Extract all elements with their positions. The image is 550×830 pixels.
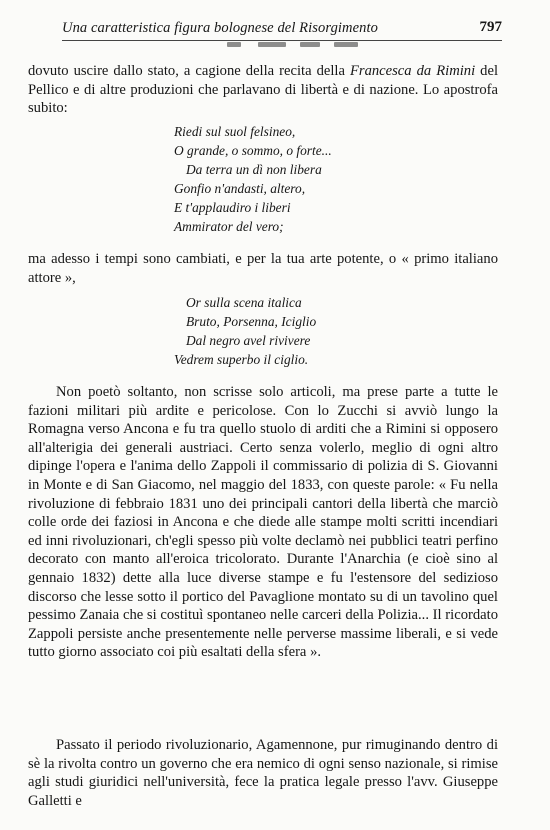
verse-line: Bruto, Porsenna, Iciglio — [186, 314, 317, 329]
play-title: Francesca da Rimini — [349, 63, 476, 79]
print-smudge — [300, 42, 320, 47]
running-title: Una caratteristica figura bolognese del Risorgimento — [62, 20, 378, 36]
verse-line: E t'applaudiro i liberi — [174, 200, 291, 215]
verse-line: Gonfio n'andasti, altero, — [174, 181, 306, 196]
running-header — [62, 18, 502, 41]
verse-line: Vedrem superbo il ciglio. — [174, 352, 309, 367]
paragraph-3 — [28, 383, 498, 662]
paragraph-2-text: ma adesso i tempi sono cambiati, e per la tua arte potente, o « primo italiano attore », — [28, 251, 498, 286]
paragraph-1-text-b: del Pellico e di altre produzioni che parlavano di libertà e di nazione. Lo apostrofa subito: — [28, 63, 498, 117]
page-number: 797 — [479, 19, 502, 35]
verse-line: Da terra un dì non libera — [186, 162, 322, 177]
verse-line: Dal negro avel rivivere — [186, 333, 311, 348]
verse-block-2 — [174, 293, 317, 369]
print-smudge — [334, 42, 358, 47]
verse-line: Ammirator del vero; — [174, 219, 284, 234]
verse-block-1 — [174, 122, 332, 236]
paragraph-4-text: Passato il periodo rivoluzionario, Agamennone, pur rimuginando dentro di sè la rivolta contro un governo che era nemico di ogni senso nazionale, si rimise agli studi giuridici nell'università, fece la pratica legale presso l'avv. Giuseppe Galletti e — [28, 737, 498, 809]
paragraph-4 — [28, 736, 498, 810]
verse-line: Or sulla scena italica — [186, 295, 302, 310]
print-smudge — [258, 42, 286, 47]
paragraph-3-text: Non poetò soltanto, non scrisse solo articoli, ma prese parte a tutte le fazioni militari più ardite e pericolose. Con lo Zucchi si avviò lungo la Romagna verso Ancona e fu tra quello stuolo di arditi che a Rimini si opposero all'alterigia dei generali austriaci. Certo senza volerlo, meglio di ogni altro dipinge l'opera e l'anima dello Zappoli il commissario di polizia di S. Giovanni in Monte e di San Giacomo, nel maggio del 1833, con queste parole: « Fu nella rivoluzione di febbraio 1831 uno dei principali cantori della libertà che marciò colle orde dei faziosi in Ancona e che diede alle stampe molti scritti incendiari ed inni rivoluzionari, ch'egli spesso più volte declamò nei pubblici teatri perfino decorato con manto all'eroica tricolorato. Durante l'Anarchia (e cioè sino al gennaio 1832) dette alla luce diverse stampe e fu l'estensore del sedizioso discorso che lesse sotto il portico del Pavaglione montato su di un tavolino quel pessimo Zanaia che si costituì spontaneo nelle carceri della Polizia... Il ricordato Zappoli persiste anche presentemente nelle perverse massime liberali, e si vede tutto giorno associato coi più esaltati della sfera ». — [28, 384, 498, 661]
paragraph-1-text-a: dovuto uscire dallo stato, a cagione della recita della — [28, 63, 350, 79]
paragraph-1 — [28, 62, 498, 118]
print-smudge — [227, 42, 241, 47]
paragraph-2 — [28, 250, 498, 287]
verse-line: Riedi sul suol felsineo, — [174, 124, 296, 139]
verse-line: O grande, o sommo, o forte... — [174, 143, 332, 158]
